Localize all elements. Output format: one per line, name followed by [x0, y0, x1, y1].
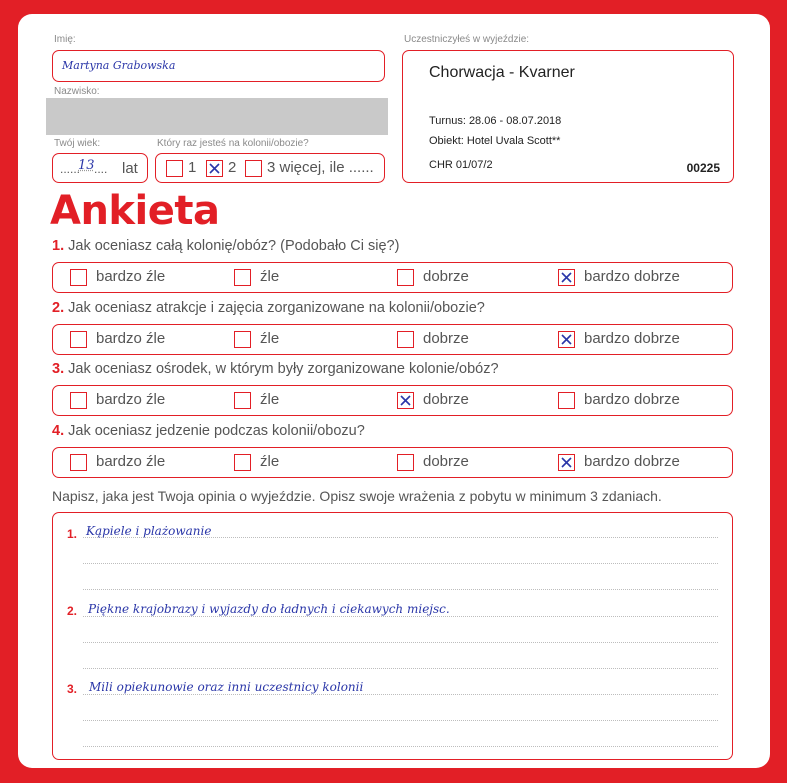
- question-2-option-4-label: bardzo dobrze: [584, 330, 680, 347]
- answer-line: [83, 694, 718, 695]
- question-label: Jak oceniasz jedzenie podczas kolonii/obozu?: [68, 423, 365, 439]
- question-1-option-2-checkbox[interactable]: [234, 269, 251, 286]
- times-1-label: 1: [188, 159, 197, 176]
- answer-line: [83, 589, 718, 590]
- question-3-option-1-checkbox[interactable]: [70, 392, 87, 409]
- question-label: Jak oceniasz atrakcje i zajęcia zorganizowane na kolonii/obozie?: [68, 300, 485, 316]
- question-4-option-2-checkbox[interactable]: [234, 454, 251, 471]
- age-unit: lat: [122, 160, 138, 177]
- first-name-value: Martyna Grabowska: [62, 59, 176, 72]
- question-1-option-4-checkbox[interactable]: [558, 269, 575, 286]
- age-value: 13: [78, 158, 95, 173]
- which-time-field: [155, 153, 385, 183]
- question-2-text: [52, 300, 485, 316]
- question-3-text: [52, 361, 499, 377]
- answer-1-text: Kąpiele i plażowanie: [86, 524, 212, 538]
- answer-line: [83, 563, 718, 564]
- answer-line: [83, 668, 718, 669]
- question-3-option-2-checkbox[interactable]: [234, 392, 251, 409]
- question-2-option-3-label: dobrze: [423, 330, 469, 347]
- answer-1-number: 1.: [67, 527, 78, 541]
- last-name-redacted: [46, 98, 388, 135]
- question-4-option-1-label: bardzo źle: [96, 453, 166, 470]
- answer-line: [83, 642, 718, 643]
- answer-3-number: 3.: [67, 682, 78, 696]
- question-1-option-3-label: dobrze: [423, 268, 469, 285]
- first-name-label: Imię:: [54, 34, 76, 45]
- participated-label: Uczestniczyłeś w wyjeździe:: [404, 34, 530, 45]
- question-4-text: [52, 423, 365, 439]
- question-1-option-1-label: bardzo źle: [96, 268, 166, 285]
- question-label: Jak oceniasz całą kolonię/obóz? (Podobało Ci się?): [68, 238, 400, 254]
- question-number: 2.: [52, 300, 65, 316]
- checkmark-x-icon: [206, 160, 223, 177]
- question-2-option-1-checkbox[interactable]: [70, 331, 87, 348]
- question-1-text: [52, 238, 399, 254]
- question-3-option-2-label: źle: [260, 391, 280, 408]
- answer-line: [83, 720, 718, 721]
- times-2-checkbox[interactable]: [206, 160, 223, 177]
- opinion-box[interactable]: [52, 512, 733, 760]
- age-field[interactable]: [52, 153, 148, 183]
- trip-obiekt: Obiekt: Hotel Uvala Scott**: [429, 135, 561, 147]
- checkmark-x-icon: [558, 269, 575, 286]
- question-4-option-4-checkbox[interactable]: [558, 454, 575, 471]
- question-2-option-2-checkbox[interactable]: [234, 331, 251, 348]
- checkmark-x-icon: [558, 331, 575, 348]
- question-label: Jak oceniasz ośrodek, w którym były zorganizowane kolonie/obóz?: [68, 361, 499, 377]
- opinion-prompt: Napisz, jaka jest Twoja opinia o wyjeździe. Opisz swoje wrażenia z pobytu w minimum 3 zdaniach.: [52, 488, 662, 504]
- first-name-field[interactable]: [52, 50, 385, 82]
- question-4-option-4-label: bardzo dobrze: [584, 453, 680, 470]
- question-2-option-2-label: źle: [260, 330, 280, 347]
- trip-name: Chorwacja - Kvarner: [429, 64, 575, 81]
- trip-code: CHR 01/07/2: [429, 159, 493, 171]
- answer-2-number: 2.: [67, 604, 78, 618]
- times-2-label: 2: [228, 159, 237, 176]
- question-3-option-3-label: dobrze: [423, 391, 469, 408]
- answer-line: [83, 616, 718, 617]
- question-1-option-1-checkbox[interactable]: [70, 269, 87, 286]
- question-3-option-4-checkbox[interactable]: [558, 392, 575, 409]
- question-2-option-4-checkbox[interactable]: [558, 331, 575, 348]
- question-4-option-3-checkbox[interactable]: [397, 454, 414, 471]
- question-number: 4.: [52, 423, 65, 439]
- trip-box: [402, 50, 734, 183]
- answer-3-text: Mili opiekunowie oraz inni uczestnicy kolonii: [89, 680, 364, 694]
- checkmark-x-icon: [558, 454, 575, 471]
- question-4-option-3-label: dobrze: [423, 453, 469, 470]
- question-number: 3.: [52, 361, 65, 377]
- which-time-label: Który raz jesteś na kolonii/obozie?: [157, 138, 309, 149]
- times-3-label: 3 więcej, ile ......: [267, 159, 374, 176]
- checkmark-x-icon: [397, 392, 414, 409]
- age-label: Twój wiek:: [54, 138, 101, 149]
- answer-line: [83, 746, 718, 747]
- trip-turnus: Turnus: 28.06 - 08.07.2018: [429, 115, 562, 127]
- question-1-option-3-checkbox[interactable]: [397, 269, 414, 286]
- trip-number: 00225: [686, 161, 720, 175]
- form-title: Ankieta: [50, 188, 220, 234]
- answer-2-text: Piękne krajobrazy i wyjazdy do ładnych i ciekawych miejsc.: [88, 602, 450, 616]
- question-1-option-2-label: źle: [260, 268, 280, 285]
- question-3-option-1-label: bardzo źle: [96, 391, 166, 408]
- question-2-option-1-label: bardzo źle: [96, 330, 166, 347]
- question-number: 1.: [52, 238, 65, 254]
- age-dots-right: ....: [94, 162, 108, 176]
- last-name-label: Nazwisko:: [54, 86, 100, 97]
- question-1-option-4-label: bardzo dobrze: [584, 268, 680, 285]
- age-dots-left: ......: [60, 162, 81, 176]
- times-1-checkbox[interactable]: [166, 160, 183, 177]
- question-3-option-4-label: bardzo dobrze: [584, 391, 680, 408]
- question-3-option-3-checkbox[interactable]: [397, 392, 414, 409]
- question-4-option-2-label: źle: [260, 453, 280, 470]
- times-3-checkbox[interactable]: [245, 160, 262, 177]
- question-4-option-1-checkbox[interactable]: [70, 454, 87, 471]
- question-2-option-3-checkbox[interactable]: [397, 331, 414, 348]
